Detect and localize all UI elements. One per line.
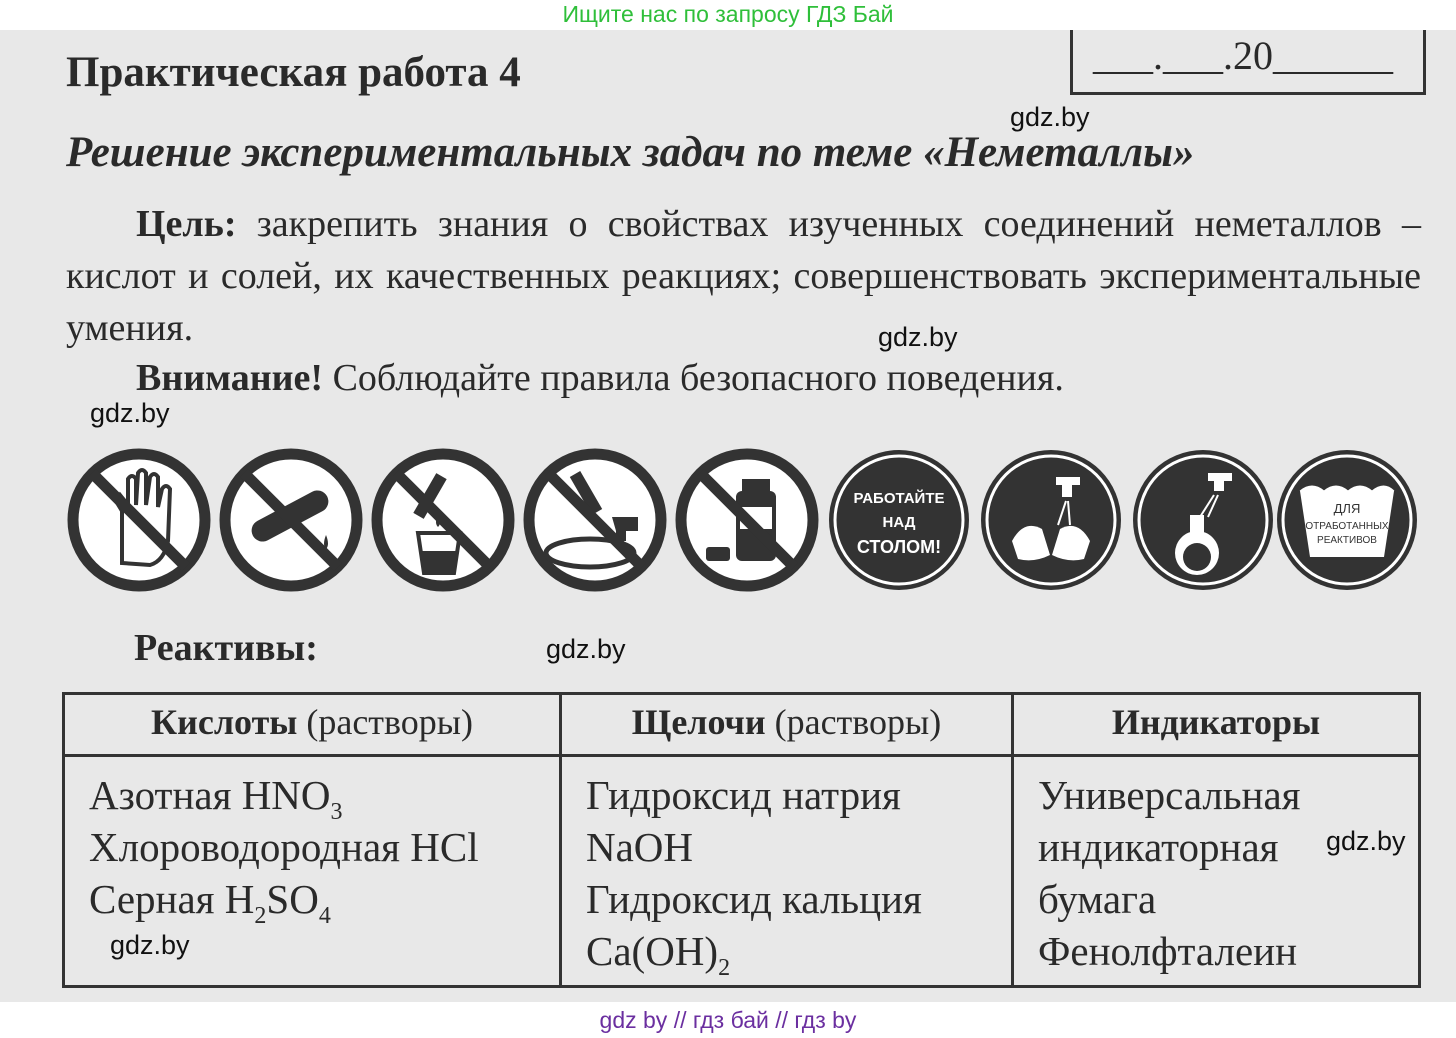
column-header-alkalis: Щелочи (растворы) [561, 694, 1013, 756]
reagents-table [62, 692, 1421, 988]
watermark: gdz.by [546, 634, 626, 664]
date-field-text: ___.___.20______ [1093, 33, 1393, 78]
table-header-row [64, 694, 1420, 756]
sign-text-line: СТОЛОМ! [856, 537, 942, 557]
goal-text: закрепить знания о свойствах изученных соединений неметаллов – кислот и солей, их качественных реакциях; совершенствовать экспериментальные умения. [66, 203, 1421, 349]
alkali-item: Гидроксид натрия [586, 772, 901, 818]
indicator-item: Универсальная [1038, 772, 1301, 818]
no-taste-glass-icon [368, 445, 518, 595]
sign-text-line: ДЛЯ [1333, 501, 1361, 516]
indicator-item: Фенолфталеин [1038, 928, 1298, 974]
top-banner: Ищите нас по запросу ГДЗ Бай [0, 0, 1456, 30]
sign-text-line: РАБОТАЙТЕ [853, 490, 945, 507]
wash-hands-icon [976, 445, 1126, 595]
indicators-cell [1013, 756, 1420, 987]
page-subtitle: Решение экспериментальных задач по теме «Неметаллы» [66, 129, 1195, 176]
watermark: gdz.by [90, 398, 170, 428]
no-bottle-jar-icon [672, 445, 822, 595]
table-row [64, 756, 1420, 987]
alkali-item: NaOH [586, 824, 694, 870]
column-header-indicators: Индикаторы [1013, 694, 1420, 756]
acid-item: Серная $H_2SO_4$ [89, 876, 331, 929]
indicator-item: бумага [1038, 876, 1157, 922]
attention-label: Внимание! [136, 357, 324, 399]
watermark: gdz.by [1010, 102, 1090, 132]
watermark: gdz.by [110, 930, 190, 960]
attention-paragraph [66, 352, 1421, 404]
reagents-label: Реактивы: [134, 627, 318, 669]
column-header-acids: Кислоты (растворы) [64, 694, 561, 756]
safety-signs-row [64, 445, 1424, 595]
page-title: Практическая работа 4 [66, 49, 521, 96]
sign-text-line: РЕАКТИВОВ [1317, 535, 1377, 546]
no-pour-sink-icon [520, 445, 670, 595]
acid-item: Азотная $HNO_3$ [89, 772, 343, 825]
sign-text-line: НАД [882, 514, 916, 531]
waste-reagents-icon [1272, 445, 1422, 595]
alkali-item: $Ca(OH)_2$ [586, 928, 731, 981]
no-touch-hand-icon [64, 445, 214, 595]
alkali-item: Гидроксид кальция [586, 876, 922, 922]
indicator-item: индикаторная [1038, 824, 1279, 870]
watermark: gdz.by [1326, 826, 1406, 856]
bottom-banner: gdz by // гдз бай // гдз by [0, 1002, 1456, 1037]
work-at-table-icon [824, 445, 974, 595]
goal-paragraph [66, 198, 1421, 354]
textbook-page [0, 30, 1456, 1002]
sign-text-line: ОТРАБОТАННЫХ [1305, 521, 1389, 532]
date-field[interactable] [1070, 30, 1426, 95]
attention-text: Соблюдайте правила безопасного поведения. [332, 357, 1064, 399]
watermark: gdz.by [878, 322, 958, 352]
no-pour-test-tube-icon [216, 445, 366, 595]
acid-item: Хлороводородная HCl [89, 824, 479, 870]
flask-tap-icon [1128, 445, 1278, 595]
alkalis-cell [561, 756, 1013, 987]
goal-label: Цель: [136, 203, 237, 245]
